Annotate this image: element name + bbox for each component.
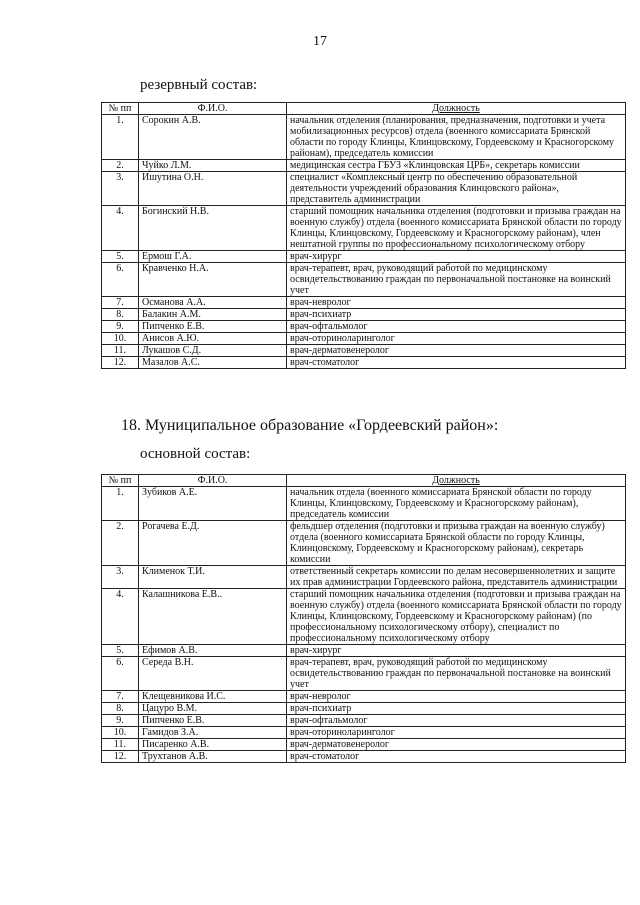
cell-position: врач-терапевт, врач, руководящий работой по медицинскому освидетельствованию граждан по первоначальной постановке на воинский учет	[287, 657, 626, 691]
cell-position: ответственный секретарь комиссии по делам несовершеннолетних и защите их прав администрации Гордеевского района, представитель администрации	[287, 566, 626, 589]
cell-num: 7.	[102, 691, 139, 703]
cell-position: специалист «Комплексный центр по обеспечению образовательной деятельности учреждений образования Клинцовского района», представитель администрации	[287, 172, 626, 206]
reserve-heading: резервный состав:	[140, 77, 258, 93]
table-row	[102, 309, 626, 321]
table-row	[102, 751, 626, 763]
cell-name: Сорокин А.В.	[139, 115, 287, 160]
table-row	[102, 172, 626, 206]
cell-num: 9.	[102, 715, 139, 727]
main-table-body	[102, 487, 626, 763]
table-row	[102, 321, 626, 333]
table-row	[102, 297, 626, 309]
cell-num: 8.	[102, 309, 139, 321]
table-row	[102, 251, 626, 263]
reserve-table	[101, 102, 626, 369]
main-table	[101, 474, 626, 763]
cell-num: 3.	[102, 172, 139, 206]
column-header-name: Ф.И.О.	[139, 475, 287, 487]
cell-position: фельдшер отделения (подготовки и призыва граждан на военную службу) отдела (военного комиссариата Брянской области по городу Клинцы, Клинцовскому, Гордеевскому и Красногорскому районам), секретарь комиссии	[287, 521, 626, 566]
table-row	[102, 487, 626, 521]
cell-name: Мазалов А.С.	[139, 357, 287, 369]
table-row	[102, 645, 626, 657]
cell-position: врач-психиатр	[287, 703, 626, 715]
table-row	[102, 333, 626, 345]
table-row	[102, 345, 626, 357]
cell-name: Гамидов З.А.	[139, 727, 287, 739]
table-row	[102, 715, 626, 727]
cell-position: врач-оториноларинголог	[287, 727, 626, 739]
cell-name: Ефимов А.В.	[139, 645, 287, 657]
cell-num: 8.	[102, 703, 139, 715]
cell-position: врач-стоматолог	[287, 751, 626, 763]
cell-name: Ермош Г.А.	[139, 251, 287, 263]
cell-num: 9.	[102, 321, 139, 333]
cell-position: врач-стоматолог	[287, 357, 626, 369]
cell-position: врач-офтальмолог	[287, 715, 626, 727]
table-row	[102, 727, 626, 739]
cell-num: 12.	[102, 751, 139, 763]
cell-position: врач-хирург	[287, 251, 626, 263]
cell-name: Клименок Т.И.	[139, 566, 287, 589]
table-row	[102, 589, 626, 645]
cell-num: 2.	[102, 160, 139, 172]
table-header-row	[102, 103, 626, 115]
table-row	[102, 160, 626, 172]
table-row	[102, 703, 626, 715]
cell-name: Анисов А.Ю.	[139, 333, 287, 345]
cell-position: начальник отделения (планирования, предназначения, подготовки и учета мобилизационных ресурсов) отдела (военного комиссариата Брянской области по городу Клинцы, Клинцовскому, Гордеевскому и Красногорскому районам), председатель комиссии	[287, 115, 626, 160]
cell-num: 1.	[102, 487, 139, 521]
cell-name: Рогачева Е.Д.	[139, 521, 287, 566]
cell-position: врач-офтальмолог	[287, 321, 626, 333]
page-number: 17	[313, 34, 327, 49]
cell-num: 12.	[102, 357, 139, 369]
cell-name: Клещевникова И.С.	[139, 691, 287, 703]
cell-num: 3.	[102, 566, 139, 589]
main-heading: основной состав:	[140, 446, 251, 462]
cell-position: врач-терапевт, врач, руководящий работой по медицинскому освидетельствованию граждан по первоначальной постановке на воинский учет	[287, 263, 626, 297]
cell-name: Трухтанов А.В.	[139, 751, 287, 763]
cell-name: Чуйко Л.М.	[139, 160, 287, 172]
cell-num: 7.	[102, 297, 139, 309]
cell-name: Османова А.А.	[139, 297, 287, 309]
cell-position: врач-дерматовенеролог	[287, 345, 626, 357]
cell-name: Пипченко Е.В.	[139, 715, 287, 727]
cell-position: врач-дерматовенеролог	[287, 739, 626, 751]
cell-num: 5.	[102, 645, 139, 657]
cell-position: врач-психиатр	[287, 309, 626, 321]
cell-num: 6.	[102, 263, 139, 297]
cell-position: врач-невролог	[287, 297, 626, 309]
cell-name: Писаренко А.В.	[139, 739, 287, 751]
cell-position: медицинская сестра ГБУЗ «Клинцовская ЦРБ», секретарь комиссии	[287, 160, 626, 172]
column-header-num: № пп	[102, 103, 139, 115]
cell-position: старший помощник начальника отделения (подготовки и призыва граждан на военную службу) отдела (военного комиссариата Брянской области по городу Клинцы, Клинцовскому, Гордеевскому и Красногорскому районам), член нештатной группы по профессиональному психологическому отбору	[287, 206, 626, 251]
table-row	[102, 657, 626, 691]
cell-num: 4.	[102, 589, 139, 645]
cell-name: Богинский Н.В.	[139, 206, 287, 251]
cell-name: Калашникова Е.В..	[139, 589, 287, 645]
table-row	[102, 357, 626, 369]
cell-name: Пипченко Е.В.	[139, 321, 287, 333]
cell-name: Лукашов С.Д.	[139, 345, 287, 357]
table-row	[102, 206, 626, 251]
table-row	[102, 521, 626, 566]
cell-num: 10.	[102, 727, 139, 739]
table-row	[102, 739, 626, 751]
table-row	[102, 691, 626, 703]
column-header-name: Ф.И.О.	[139, 103, 287, 115]
column-header-num: № пп	[102, 475, 139, 487]
table-row	[102, 566, 626, 589]
cell-num: 11.	[102, 345, 139, 357]
cell-position: врач-оториноларинголог	[287, 333, 626, 345]
table-header-row	[102, 475, 626, 487]
table-row	[102, 115, 626, 160]
cell-num: 5.	[102, 251, 139, 263]
cell-position: начальник отдела (военного комиссариата Брянской области по городу Клинцы, Клинцовскому, Гордеевскому и Красногорскому районам), председатель комиссии	[287, 487, 626, 521]
cell-num: 11.	[102, 739, 139, 751]
cell-name: Зубиков А.Е.	[139, 487, 287, 521]
column-header-position: Должность	[287, 475, 626, 487]
cell-position: старший помощник начальника отделения (подготовки и призыва граждан на военную службу) отдела (военного комиссариата Брянской области по городу Клинцы, Клинцовскому, Гордеевскому и Красногорскому районам) (по профессиональному психологическому отбору), специалист по профессиональному психологическому отбору	[287, 589, 626, 645]
cell-num: 10.	[102, 333, 139, 345]
cell-num: 4.	[102, 206, 139, 251]
table-row	[102, 263, 626, 297]
cell-name: Кравченко Н.А.	[139, 263, 287, 297]
cell-num: 1.	[102, 115, 139, 160]
cell-position: врач-хирург	[287, 645, 626, 657]
cell-name: Балакин А.М.	[139, 309, 287, 321]
cell-position: врач-невролог	[287, 691, 626, 703]
municipality-heading: 18. Муниципальное образование «Гордеевский район»:	[121, 417, 499, 434]
cell-name: Середа В.Н.	[139, 657, 287, 691]
reserve-table-body	[102, 115, 626, 369]
cell-name: Цацуро В.М.	[139, 703, 287, 715]
cell-num: 2.	[102, 521, 139, 566]
cell-name: Ишутина О.Н.	[139, 172, 287, 206]
cell-num: 6.	[102, 657, 139, 691]
column-header-position: Должность	[287, 103, 626, 115]
